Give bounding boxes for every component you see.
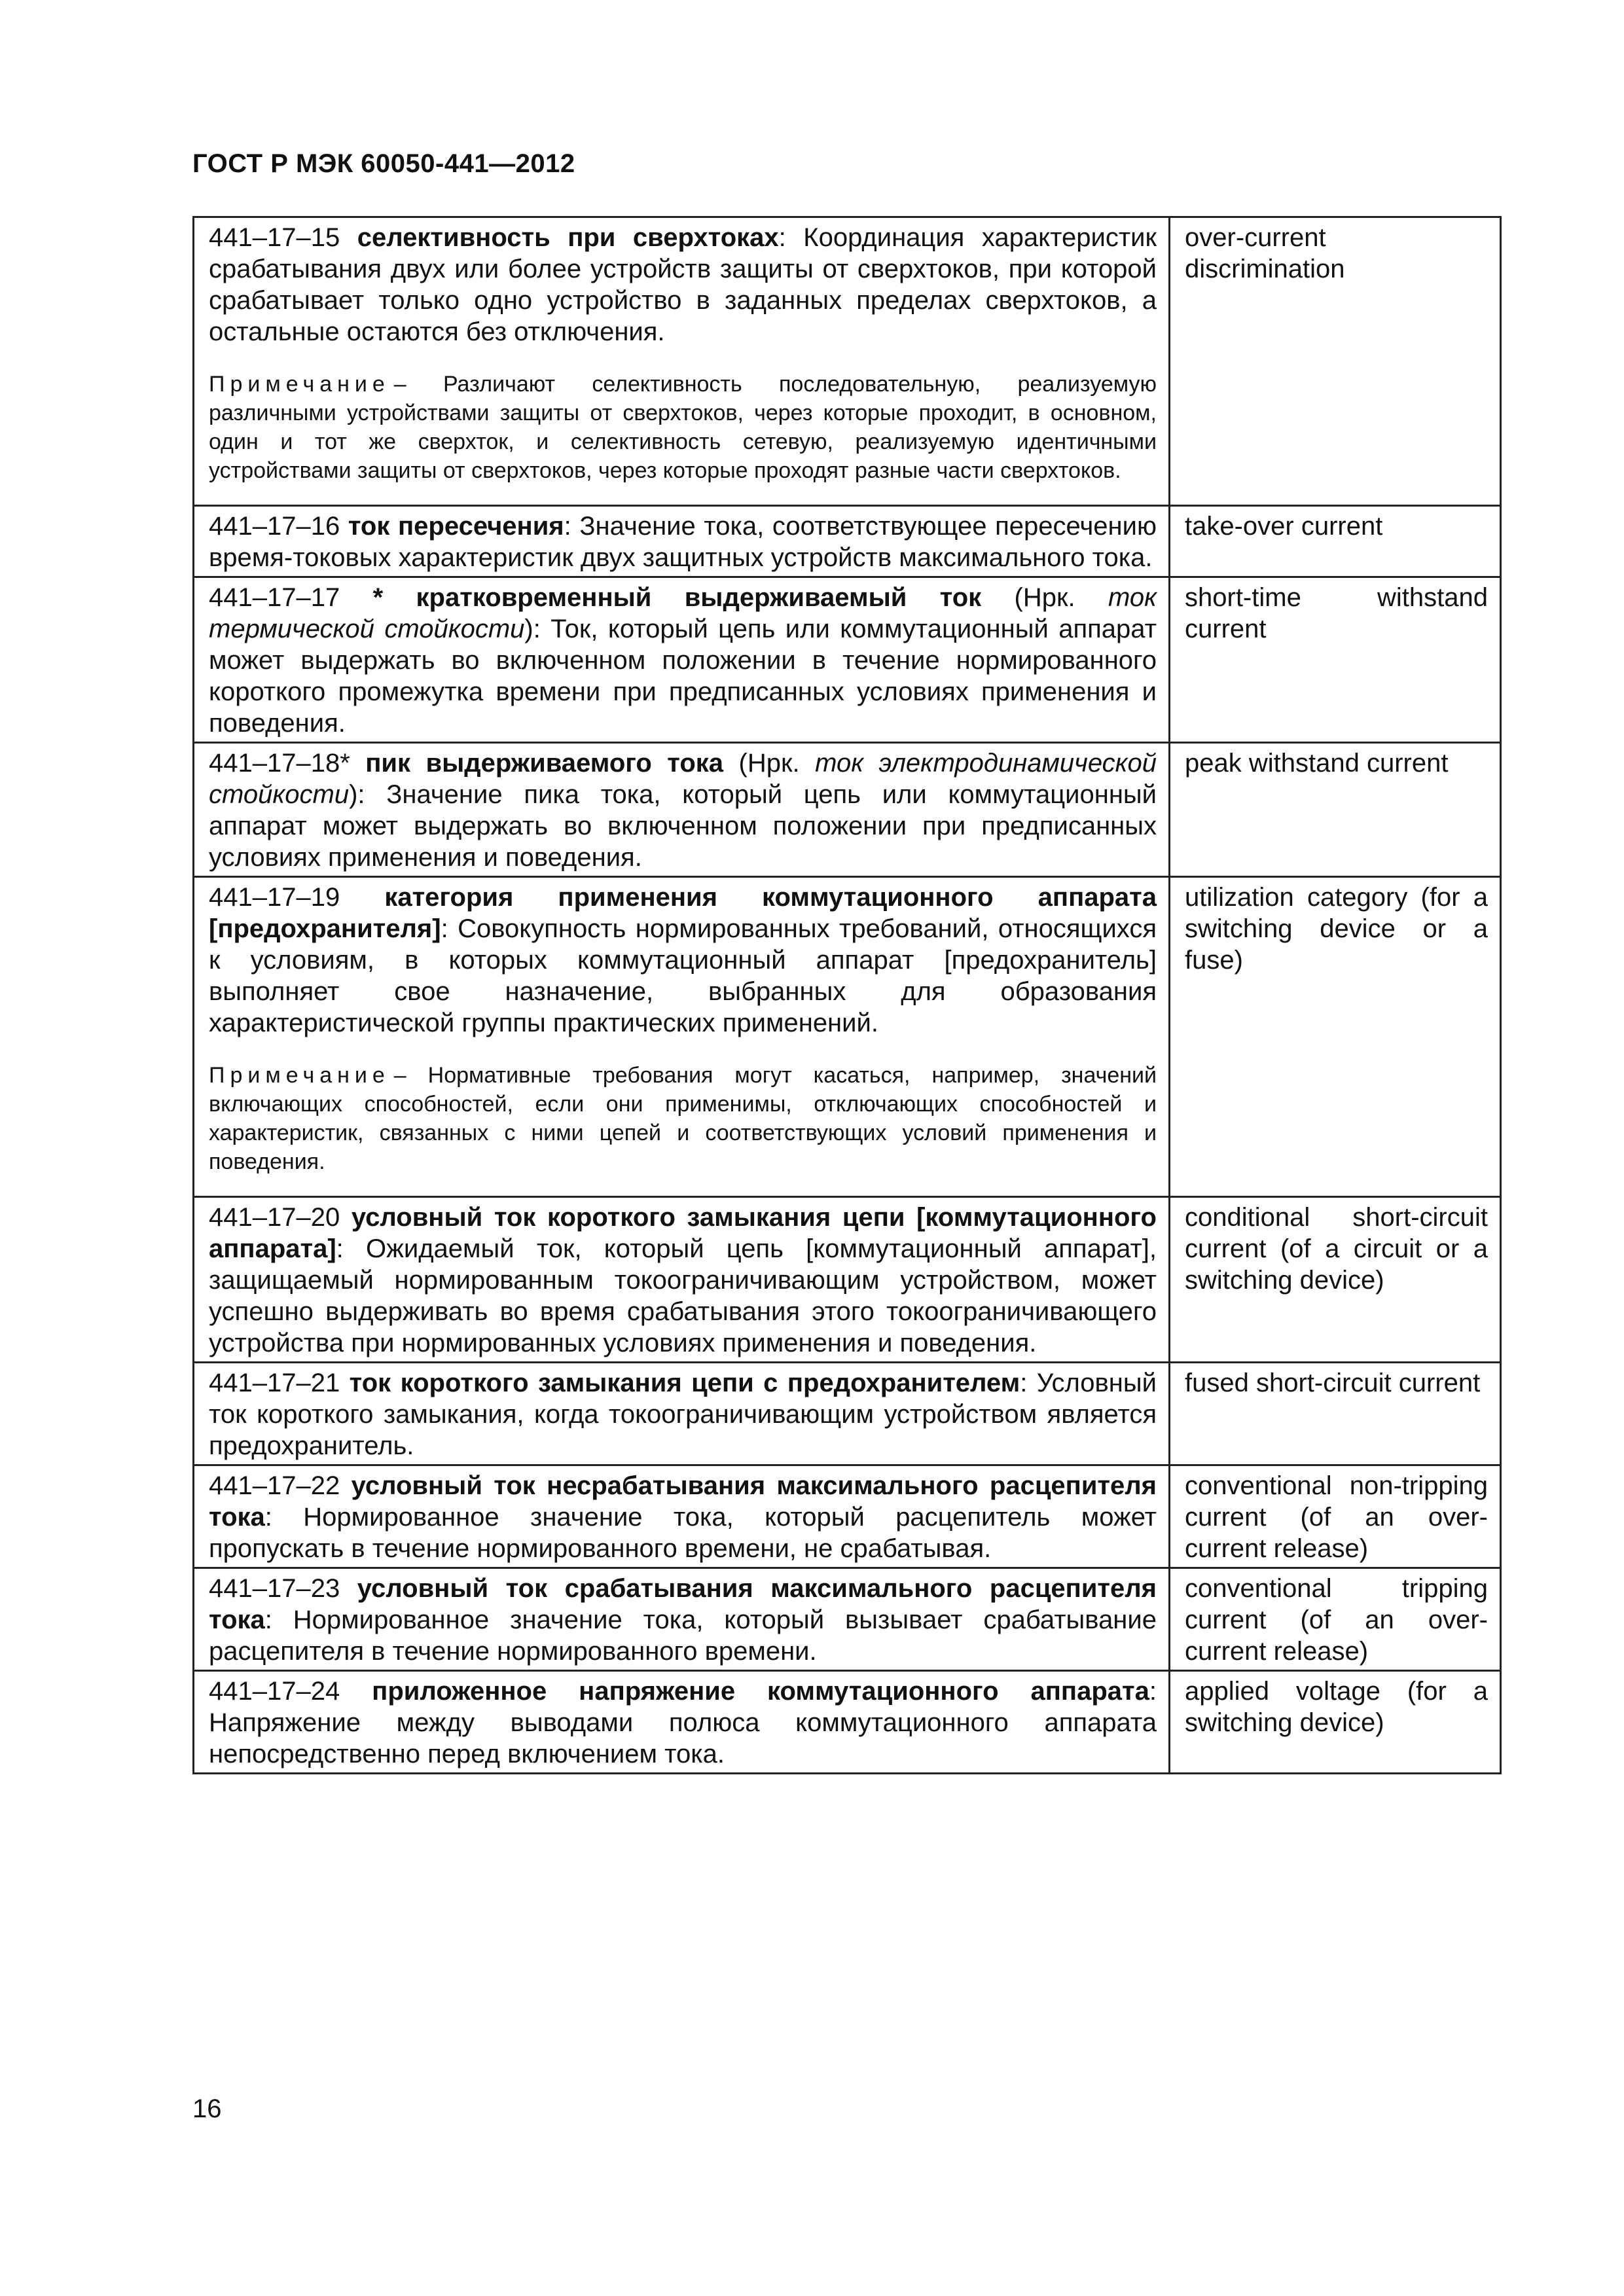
term-definition: ): Ток, который цепь или коммутационный аппарат может выдержать во включенном положении в течение нормированного короткого промежутка времени при предписанных условиях применения и поведения. [209,615,1157,738]
term-name: условный ток срабатывания максимального расцепителя тока [209,1574,1157,1634]
table-row [194,506,1501,577]
term-number: 441–17–23 [209,1574,340,1603]
term-name: селективность при сверхтоках [357,223,779,252]
term-cell [194,1363,1170,1465]
term-name: приложенное напряжение коммутационного аппарата [372,1677,1149,1706]
term-cell [194,1197,1170,1363]
term-number: 441–17–17 [209,583,340,612]
table-row [194,1671,1501,1774]
term-note [209,370,1157,485]
note-text: – Различают селективность последовательную, реализуемую различными устройствами защиты от сверхтоков, через которые проходит, в основном, один и тот же сверхток, и селективность сетевую, реализуемую идентичными устройствами защиты от сверхтоков, через которые проходят разные части сверхтоков. [209,372,1157,483]
term-definition: : Условный ток короткого замыкания, когда токоограничивающим устройством является предохранитель. [209,1369,1157,1460]
table-row [194,217,1501,506]
english-term-cell: conventional non-tripping current (of an over-current release) [1170,1465,1501,1568]
alt-open: (Нрк. [723,749,816,778]
english-term-cell: applied voltage (for a switching device) [1170,1671,1501,1774]
term-number: 441–17–19 [209,883,340,912]
term-cell [194,877,1170,1197]
term-number: 441–17–21 [209,1369,340,1397]
english-term-cell: over-current discrimination [1170,217,1501,506]
term-number: 441–17–18* [209,749,350,778]
term-name: ток пересечения [348,512,564,541]
english-term-cell: take-over current [1170,506,1501,577]
english-term-cell: conventional tripping current (of an over-current release) [1170,1568,1501,1671]
table-row [194,1197,1501,1363]
document-header: ГОСТ Р МЭК 60050-441—2012 [192,149,575,178]
term-number: 441–17–20 [209,1203,340,1232]
english-term-cell: peak withstand current [1170,743,1501,877]
note-label: Примечание [209,372,390,397]
table-row [194,743,1501,877]
deprecated-term: ток электродинамической стойкости [209,749,1157,809]
english-term-cell: conditional short-circuit current (of a circuit or a switching device) [1170,1197,1501,1363]
term-name: условный ток короткого замыкания цепи [коммутационного аппарата] [209,1203,1157,1263]
term-cell [194,506,1170,577]
note-label: Примечание [209,1063,390,1088]
term-number: 441–17–22 [209,1471,340,1500]
term-definition: : Значение тока, соответствующее пересечению время-токовых характеристик двух защитных устройств максимального тока. [209,512,1157,572]
english-term-cell: utilization category (for a switching device or a fuse) [1170,877,1501,1197]
table-row [194,1363,1501,1465]
term-definition: : Совокупность нормированных требований, относящихся к условиям, в которых коммутационный аппарат [предохранитель] выполняет свое назначение, выбранных для образования характеристической группы практических применений. [209,914,1157,1037]
terms-table [192,216,1502,1774]
term-definition: : Нормированное значение тока, который расцепитель может пропускать в течение нормированного времени, не срабатывая. [209,1503,1157,1563]
term-cell [194,1568,1170,1671]
alt-open: (Нрк. [981,583,1108,612]
term-number: 441–17–16 [209,512,340,541]
term-definition: : Координация характеристик срабатывания двух или более устройств защиты от сверхтоков, при которой срабатывает только одно устройство в заданных пределах сверхтоков, а остальные остаются без отключения. [209,223,1157,346]
table-row [194,877,1501,1197]
table-row [194,1568,1501,1671]
term-cell [194,577,1170,743]
term-definition: : Напряжение между выводами полюса коммутационного аппарата непосредственно перед включением тока. [209,1677,1157,1768]
term-cell [194,1671,1170,1774]
term-definition: ): Значение пика тока, который цепь или коммутационный аппарат может выдержать во включенном положении при предписанных условиях применения и поведения. [209,780,1157,872]
term-cell [194,743,1170,877]
table-row [194,577,1501,743]
term-name: * кратковременный выдерживаемый ток [372,583,982,612]
page-number: 16 [192,2094,222,2123]
term-number: 441–17–24 [209,1677,340,1706]
table-row [194,1465,1501,1568]
english-term-cell: fused short-circuit current [1170,1363,1501,1465]
deprecated-term: ток термической стойкости [209,583,1157,643]
term-definition: : Ожидаемый ток, который цепь [коммутационный аппарат], защищаемый нормированным токоограничивающим устройством, может успешно выдерживать во время срабатывания этого токоограничивающего устройства при нормированных условиях применения и поведения. [209,1234,1157,1357]
term-name: пик выдерживаемого тока [365,749,724,778]
term-name: ток короткого замыкания цепи с предохранителем [349,1369,1020,1397]
term-definition: : Нормированное значение тока, который вызывает срабатывание расцепителя в течение нормированного времени. [209,1605,1157,1666]
note-text: – Нормативные требования могут касаться, например, значений включающих способностей, если они применимы, отключающих способностей и характеристик, связанных с ними цепей и соответствующих условий применения и поведения. [209,1063,1157,1174]
term-name: категория применения коммутационного аппарата [предохранителя] [209,883,1157,943]
term-note [209,1061,1157,1176]
english-term-cell: short-time withstand current [1170,577,1501,743]
term-cell [194,1465,1170,1568]
term-cell [194,217,1170,506]
term-number: 441–17–15 [209,223,340,252]
term-name: условный ток несрабатывания максимального расцепителя тока [209,1471,1157,1532]
